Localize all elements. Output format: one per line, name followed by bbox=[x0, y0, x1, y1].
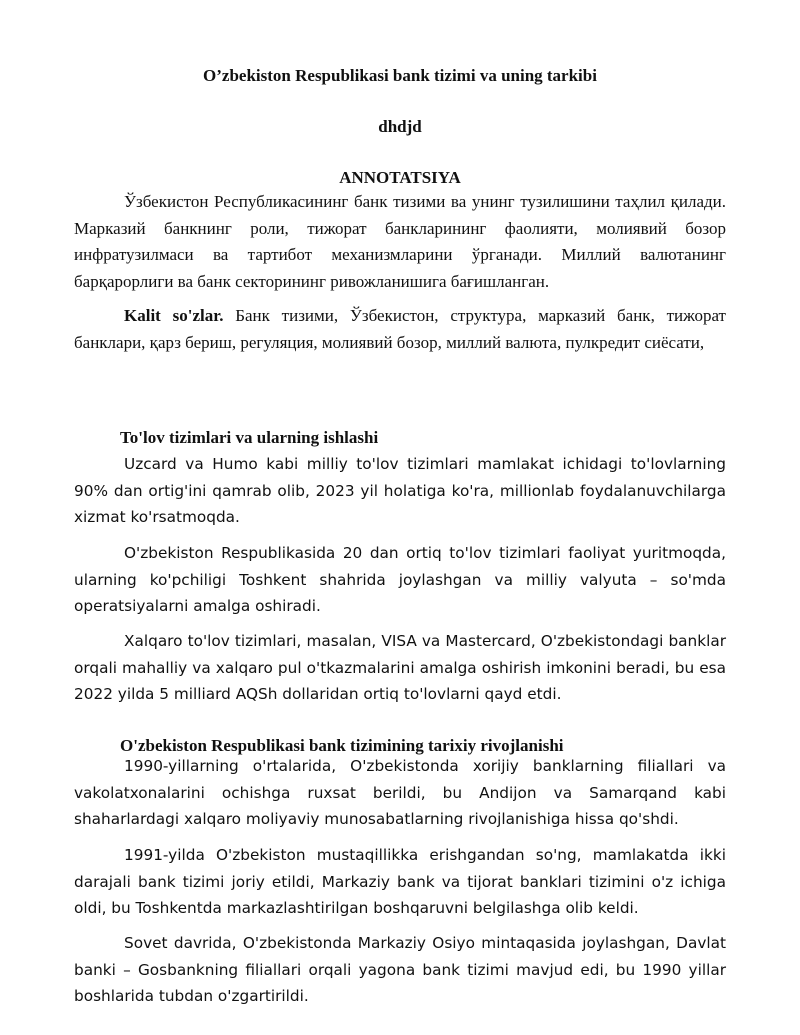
document-subtitle: dhdjd bbox=[378, 117, 422, 136]
paragraph: Sovet davrida, O'zbekistonda Markaziy Osiyo mintaqasida joylashgan, Davlat banki – Gosbankning filiallari orqali yagona bank tizimi mavjud edi, bu 1990 yillar boshlarida tubdan o'zgartirildi. bbox=[74, 934, 726, 1005]
keywords-text: Банк тизими, Ўзбекистон, структура, марказий банк, тижорат банклари, қарз бериш, регуляция, молиявий бозор, миллий валюта, пулкредит сиёсати, bbox=[74, 306, 726, 352]
paragraph: Xalqaro to'lov tizimlari, masalan, VISA va Mastercard, O'zbekistondagi banklar orqali mahalliy va xalqaro pul o'tkazmalarini amalga oshirish imkonini beradi, bu esa 2022 yilda 5 milliard AQSh dollaridan ortiq to'lovlarni qayd etdi. bbox=[74, 632, 726, 703]
section-heading-payment-systems: To'lov tizimlari va ularning ishlashi bbox=[120, 428, 379, 447]
keywords-label: Kalit so'zlar. bbox=[124, 306, 224, 325]
annotation-heading: ANNOTATSIYA bbox=[339, 168, 461, 187]
paragraph: 1991-yilda O'zbekiston mustaqillikka erishgandan so'ng, mamlakatda ikki darajali bank tizimi joriy etildi, Markaziy bank va tijorat banklari tizimini o'z ichiga oldi, bu Toshkentda markazlashtirilgan boshqaruvni belgilashga olib keldi. bbox=[74, 846, 726, 917]
paragraph: 1990-yillarning o'rtalarida, O'zbekistonda xorijiy banklarning filiallari va vakolatxonalarini ochishga ruxsat berildi, bu Andijon va Samarqand kabi shaharlardagi xalqaro moliyaviy munosabatlarning rivojlanishiga hissa qo'shdi. bbox=[74, 757, 726, 828]
document-title: O’zbekiston Respublikasi bank tizimi va uning tarkibi bbox=[203, 66, 597, 85]
keywords-paragraph bbox=[74, 303, 726, 356]
paragraph: Uzcard va Humo kabi milliy to'lov tizimlari mamlakat ichidagi to'lovlarning 90% dan ortig'ini qamrab olib, 2023 yil holatiga ko'ra, millionlab foydalanuvchilarga xizmat ko'rsatmoqda. bbox=[74, 455, 726, 526]
paragraph: O'zbekiston Respublikasida 20 dan ortiq to'lov tizimlari faoliyat yuritmoqda, ularning ko'pchiligi Toshkent shahrida joylashgan va milliy valyuta – so'mda operatsiyalarni amalga oshiradi. bbox=[74, 544, 726, 615]
section-heading-history: O'zbekiston Respublikasi bank tizimining tarixiy rivojlanishi bbox=[120, 736, 564, 755]
annotation-text: Ўзбекистон Республикасининг банк тизими ва унинг тузилишини таҳлил қилади. Марказий банкнинг роли, тижорат банкларининг фаолияти, молиявий бозор инфратузилмаси ва тартибот механизмларини ўрганади. Миллий валютанинг барқарорлиги ва банк секторининг ривожланишига бағишланган. bbox=[74, 192, 726, 291]
